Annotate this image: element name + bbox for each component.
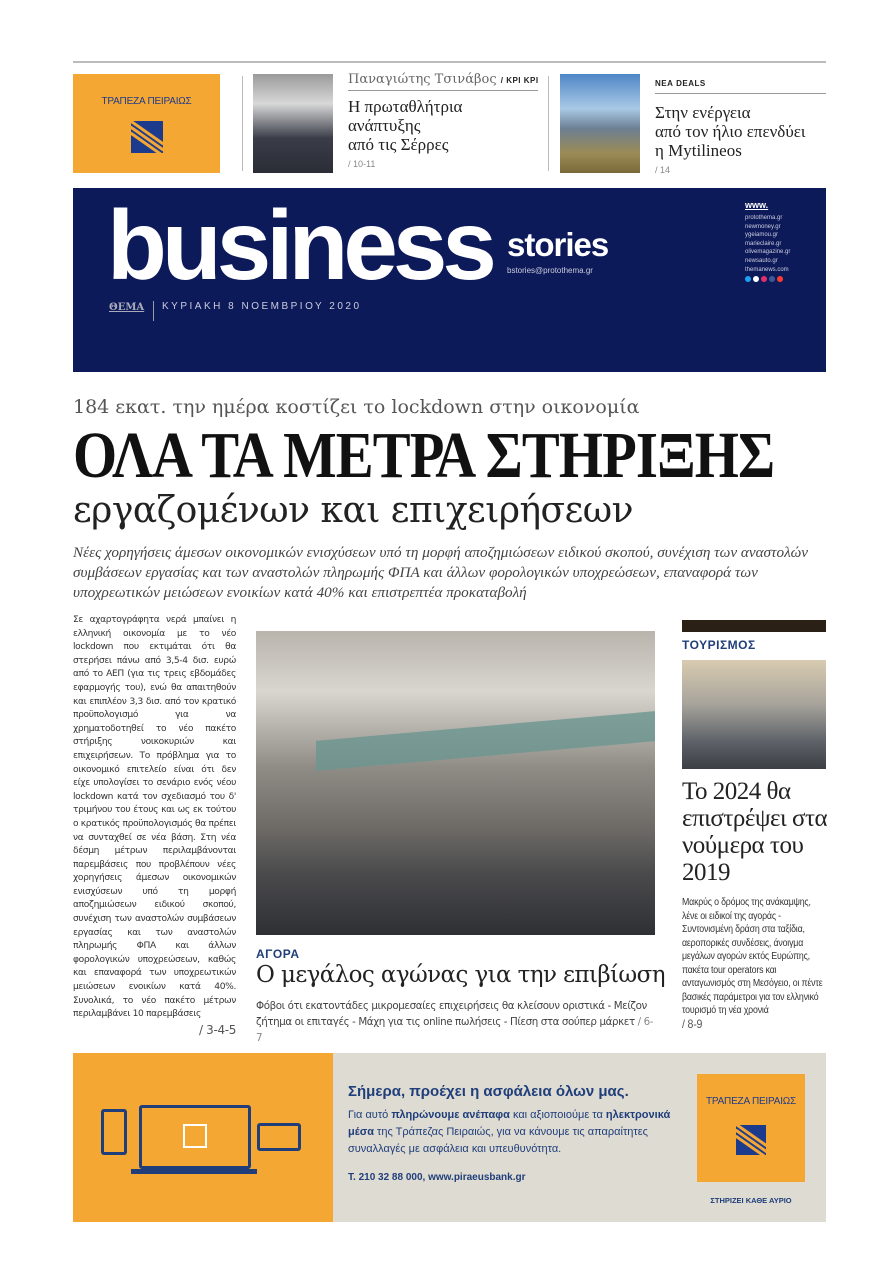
card-icon <box>257 1123 301 1151</box>
ad-text-bold: ηλεκτρονικά μέσα <box>348 1109 671 1138</box>
publisher-logo: ΘΕΜΑ <box>109 302 145 313</box>
site-link[interactable]: themanews.com <box>745 266 789 273</box>
masthead <box>73 188 826 372</box>
bottom-bank-ad[interactable] <box>73 1053 826 1222</box>
instagram-icon[interactable] <box>753 276 759 282</box>
www-label: www. <box>745 200 769 210</box>
section: / ΚΡΙ ΚΡΙ <box>500 76 539 85</box>
right-title[interactable]: Το 2024 θα επιστρέψει στα νούμερα του 2019 <box>682 778 828 886</box>
right-body: Μακρύς ο δρόμος της ανάκαμψης, λένε οι ειδικοί της αγοράς - Συντονισμένη δράση στα ταξίδια, αεροπορικές συνδέσεις, άνοιγμα μεγάλων αγορών εκτός Ευρώπης, πακέτα tour operators και ανταγωνισμός στη Μεσόγειο, οι πέντε βασικές παράμετροι για τον ελληνικό τουρισμό τη νέα χρονιά <box>682 897 823 1016</box>
lead-headline: ΟΛΑ ΤΑ ΜΕΤΡΑ ΣΤΗΡΙΞΗΣ <box>73 419 775 492</box>
title-line: ανάπτυξης <box>348 116 421 135</box>
site-list <box>745 214 790 274</box>
ad-devices-panel <box>73 1053 333 1222</box>
teaser-2[interactable] <box>655 72 826 175</box>
ad-text-part: της Τράπεζας Πειραιώς, για να κάνουμε τις απαραίτητες συναλλαγές με ασφάλεια και υπευθυνότητα. <box>348 1126 648 1155</box>
lead-subheadline: εργαζομένων και επιχειρήσεων <box>73 490 634 531</box>
ad-text-bold: πληρώνουμε ανέπαφα <box>391 1109 510 1121</box>
page-ref: / 6-7 <box>256 1016 654 1044</box>
ad-text-part: και αξιοποιούμε τα <box>509 1109 606 1121</box>
bank-name: ΤΡΑΠΕΖΑ ΠΕΙΡΑΙΩΣ <box>705 1096 797 1107</box>
facebook-icon[interactable] <box>769 276 775 282</box>
w-logo-icon <box>183 1124 207 1148</box>
center-deck <box>256 998 656 1046</box>
lead-kicker: 184 εκατ. την ημέρα κοστίζει το lockdown στην οικονομία <box>73 396 640 418</box>
teaser-title <box>655 103 826 160</box>
top-rule <box>73 61 826 63</box>
lead-body-column <box>73 614 236 1037</box>
site-link[interactable]: newmoney.gr <box>745 223 781 230</box>
laptop-icon <box>139 1105 251 1169</box>
title-line: από τον ήλιο επενδύει <box>655 122 806 141</box>
title-line: Η πρωταθλήτρια <box>348 97 463 116</box>
divider <box>548 76 549 171</box>
googleplus-icon[interactable] <box>777 276 783 282</box>
right-body-wrap <box>682 896 827 1031</box>
lead-body: Σε αχαρτογράφητα νερά μπαίνει η ελληνική οικονομία με το νέο lockdown που εκτιμάται ότι θα στερήσει πάνω από 3,5-4 δισ. ευρώ από το ΑΕΠ (για τις τρεις εβδομάδες εφαρμογής του), ενώ θα απαιτηθούν και επιπλέον 3,3 δισ. από τον κρατικό προϋπολογισμό για να χρηματοδοτηθεί το νέο πακέτο στήριξης νοικοκυριών και επιχειρήσεων. Το πρόβλημα για το οικονομικό επιτελείο είναι ότι δεν είχε υπολογίσει το σενάριο ενός νέου lockdown κατά τον σχεδιασμό του δ' τριμήνου του έτους και ως εκ τούτου ο κρατικός προϋπολογισμός θα πρέπει να συνταχθεί σε νέα βάση. Στη νέα δέσμη μέτρων περιλαμβάνονται παρεμβάσεις που προβλέπουν νέες χορηγήσεις άμεσων οικονομικών ενισχύσεων υπό τη μορφή αποζημιώσεων ειδικού σκοπού, συνέχιση των αναστολών συμβάσεων εργασίας και των αναστολών πληρωμής ΦΠΑ και άλλων φορολογικών υποχρεώσεων, καθώς και επαναφορά των υποχρεωτικών μειώσεων ενοικίων κατά 40%. Συνολικά, το νέο πακέτο μέτρων περιλαμβάνει 10 παρεμβάσεις <box>73 615 236 1020</box>
title-line: η Mytilineos <box>655 141 742 160</box>
center-category: ΑΓΟΡΑ <box>256 947 300 961</box>
twitter-icon[interactable] <box>745 276 751 282</box>
center-title[interactable]: Ο μεγάλος αγώνας για την επιβίωση <box>256 962 665 988</box>
phone-icon <box>101 1109 127 1155</box>
page-ref: / 10-11 <box>348 159 376 169</box>
right-category: ΤΟΥΡΙΣΜΟΣ <box>682 638 756 652</box>
masthead-email[interactable]: bstories@protothema.gr <box>507 266 593 275</box>
bank-ad-top[interactable] <box>73 74 220 173</box>
airplane-cabin-photo <box>682 660 826 769</box>
teaser-title <box>348 97 538 154</box>
title-line: Στην ενέργεια <box>655 103 751 122</box>
ad-text-part: Για αυτό <box>348 1109 392 1121</box>
byline: Παναγιώτης Τσινάβος <box>348 72 497 87</box>
site-link[interactable]: protothema.gr <box>745 215 783 221</box>
teaser-1[interactable] <box>348 72 538 169</box>
site-link[interactable]: newsauto.gr <box>745 257 778 264</box>
site-link[interactable]: marieclaire.gr <box>745 240 782 247</box>
site-link[interactable]: olivemagazine.gr <box>745 249 791 256</box>
title-line: από τις Σέρρες <box>348 135 449 154</box>
page-ref: / 8-9 <box>682 1016 703 1031</box>
social-icons <box>745 276 783 282</box>
portrait-photo <box>253 74 333 173</box>
ad-title: Σήμερα, προέχει η ασφάλεια όλων μας. <box>348 1083 629 1100</box>
ad-slogan: ΣΤΗΡΙΖΕΙ ΚΑΘΕ ΑΥΡΙΟ <box>710 1196 792 1205</box>
site-link[interactable]: ygeiamou.gr <box>745 232 779 239</box>
bank-logo-icon <box>736 1125 766 1155</box>
teaser-header <box>655 72 826 94</box>
ad-bank-logo <box>697 1074 805 1182</box>
bank-name: ΤΡΑΠΕΖΑ ΠΕΙΡΑΙΩΣ <box>101 96 192 107</box>
section-bar <box>682 620 826 632</box>
ad-contact[interactable]: Τ. 210 32 88 000, www.piraeusbank.gr <box>348 1172 526 1183</box>
masthead-title: business <box>107 190 492 300</box>
youtube-icon[interactable] <box>761 276 767 282</box>
solar-panels-photo <box>560 74 640 173</box>
page-ref: / 3-4-5 <box>199 1022 236 1037</box>
lead-deck: Νέες χορηγήσεις άμεσων οικονομικών ενισχύσεων υπό τη μορφή αποζημιώσεων ειδικού σκοπού, συνέχιση των αναστολών συμβάσεων εργασίας και των αναστολών πληρωμής ΦΠΑ και άλλων φορολογικών υποχρεώσεων, επαναφορά των υποχρεωτικών μειώσεων ενοικίων κατά 40% και επιστρεπτέα προκαταβολή <box>73 544 808 601</box>
teaser-header <box>348 72 538 91</box>
deck-text: Φόβοι ότι εκατοντάδες μικρομεσαίες επιχειρήσεις θα κλείσουν οριστικά - Μείζον ζήτημα οι επιταγές - Μάχη για τις online πωλήσεις - Πίεση στα σούπερ μάρκετ <box>256 1000 647 1028</box>
street-shops-photo <box>256 631 655 935</box>
issue-date: ΚΥΡΙΑΚΗ 8 ΝΟΕΜΒΡΙΟΥ 2020 <box>153 301 362 321</box>
section: ΝΕΑ DEALS <box>655 79 706 88</box>
ad-text <box>348 1107 688 1158</box>
bank-logo-icon <box>131 121 163 153</box>
page-ref: / 14 <box>655 165 671 175</box>
laptop-base <box>131 1169 257 1174</box>
masthead-subtitle: stories <box>507 226 609 263</box>
divider <box>242 76 243 171</box>
